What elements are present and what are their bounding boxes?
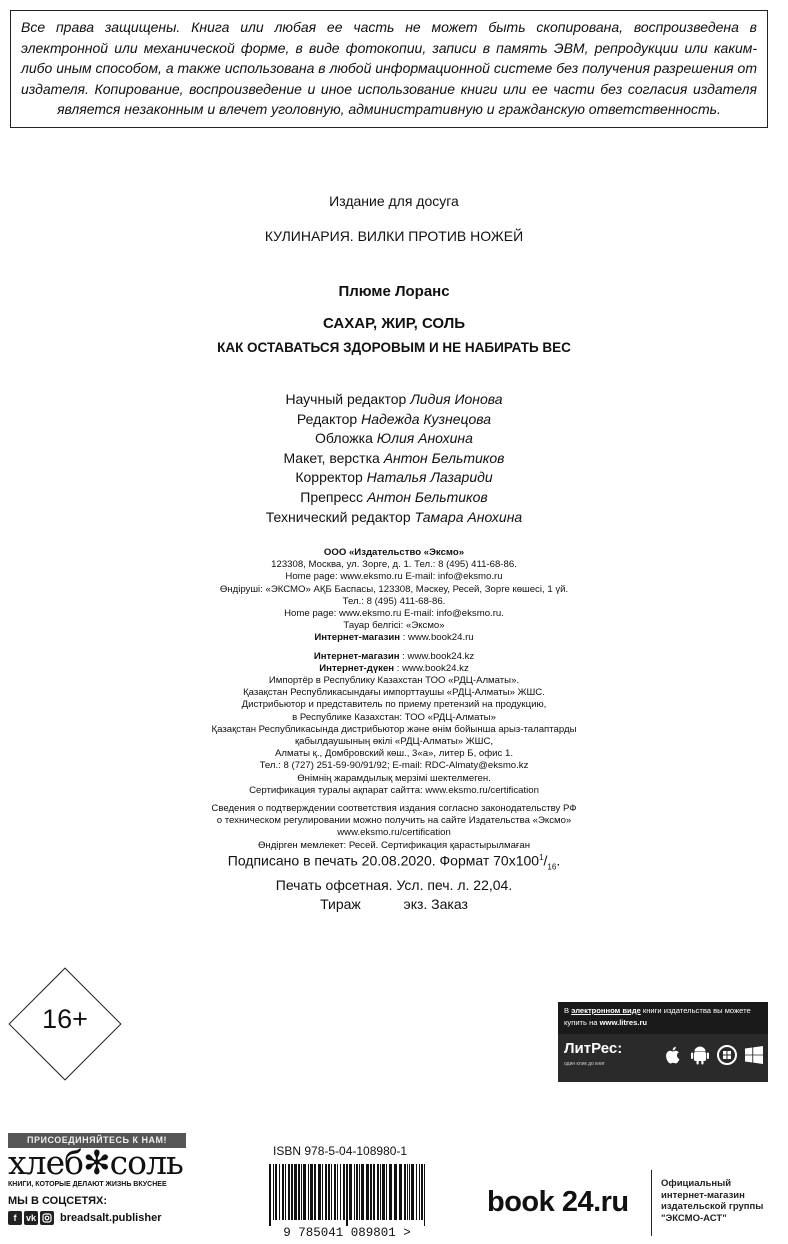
vk-icon[interactable]: vk [25,1213,36,1223]
credit-line [0,429,788,449]
credit-name: Антон Бельтиков [383,449,505,466]
credits-list [0,390,788,527]
edition-type: Издание для досуга [329,193,459,209]
credit-name: Тамара Анохина [414,508,523,525]
credit-line [0,410,788,430]
imprint-line: Өнімнің жарамдылық мерзімі шектелмеген. [297,772,491,784]
imprint-line: Home page: www.eksmo.ru E-mail: info@eksmo.ru. [284,608,504,620]
credit-role: Обложка [315,430,373,447]
imprint-line: Импортёр в Республику Казахстан ТОО «РДЦ-Алматы». [268,675,520,687]
credit-line [0,488,788,508]
print-info [0,848,788,914]
social-links [8,1211,161,1225]
instagram-icon[interactable] [40,1211,54,1225]
breadsalt-tagline: КНИГИ, КОТОРЫЕ ДЕЛАЮТ ЖИЗНЬ ВКУСНЕЕ [8,1181,167,1188]
publisher-name: ООО «Издательство «Эксмо» [323,547,465,558]
litres-promo: В электронном виде книги издательства вы можете купить на www.litres.ru [558,1002,768,1034]
imprint-line: Алматы қ., Домбровский көш., 3«а», литер Б, офис 1. [275,748,513,760]
credit-name: Лидия Ионова [410,391,503,407]
imprint-line: Сертификация туралы ақпарат сайтта: www.eksmo.ru/certification [249,784,539,796]
credit-name: Надежда Кузнецова [361,410,492,427]
imprint-line: Тел.: 8 (495) 411-68-86. [342,595,446,607]
credit-name: Наталья Лазариди [366,469,493,486]
credit-role: Технический редактор [265,508,411,525]
facebook-icon[interactable]: f [8,1211,22,1225]
imprint-line: Өндірген мемлекет: Ресей. Сертификация қарастырылмаған [257,839,531,851]
barcode-digits: 9 785041 089801 > [283,1226,411,1238]
credit-name: Юлия Анохина [376,430,473,447]
imprint-line: 123308, Москва, ул. Зорге, д. 1. Тел.: 8 (495) 411-68-86. [271,559,517,571]
credit-name: Антон Бельтиков [366,488,488,505]
imprint-line: о техническом регулировании можно получить на сайте Издательства «Эксмо» [216,815,572,827]
imprint-line: Home page: www.eksmo.ru E-mail: info@eksmo.ru [285,571,503,583]
shop-line: Интернет-магазин : www.book24.ru [314,632,474,644]
imprint-line: Қазақстан Республикасындағы импорттаушы «РДЦ-Алматы» ЖШС. [243,687,545,699]
imprint-line: Өндіруші: «ЭКСМО» АҚБ Баспасы, 123308, Мәскеу, Ресей, Зорге көшесі, 1 үй. [219,583,569,595]
credit-line [0,508,788,528]
android-icon [689,1044,711,1066]
imprint-block [0,547,788,852]
windows-phone-icon [716,1044,738,1066]
platform-icons [662,1044,765,1066]
print-run: Тираж экз. Заказ [320,896,468,913]
age-rating [8,967,122,1081]
shop-line: Интернет-магазин : www.book24.kz [313,650,475,662]
breadsalt-logo: хлеб✻соль [8,1143,183,1182]
imprint-line: Сведения о подтверждении соответствия издания согласно законодательству РФ [211,803,577,815]
imprint-line: Қазақстан Республикасында дистрибьютор және өнім бойынша арыз-талаптарды [211,723,577,735]
age-rating-label: 16+ [42,1004,88,1034]
windows-icon [743,1044,765,1066]
imprint-line: Тел.: 8 (727) 251-59-90/91/92; E-mail: RDC-Almaty@eksmo.kz [259,760,529,772]
credit-line [0,449,788,469]
apple-icon [662,1044,684,1066]
imprint-line: Дистрибьютор и представитель по приему претензий на продукцию, [241,699,547,711]
divider [651,1170,652,1236]
imprint-line: қабылдаушының өкілі «РДЦ-Алматы» ЖШС, [294,736,494,748]
book24-logo: book 24.ru [487,1186,629,1218]
book-subtitle: КАК ОСТАВАТЬСЯ ЗДОРОВЫМ И НЕ НАБИРАТЬ ВЕС [217,340,571,355]
social-title: МЫ В СОЦСЕТЯХ: [8,1195,108,1207]
book-title: САХАР, ЖИР, СОЛЬ [322,315,466,332]
credit-role: Макет, верстка [283,449,380,466]
author-name: Плюме Лоранс [338,283,450,300]
social-handle[interactable]: breadsalt.publisher [60,1212,162,1224]
credit-role: Научный редактор [285,391,407,407]
credit-role: Редактор [296,410,358,427]
copyright-text: Все права защищены. Книга или любая ее часть не может быть скопирована, воспроизведена в электронной или механической форме, в виде фотокопии, записи в память ЭВМ, репродукции или каким-либо иным способом, а также использована в любой информационной системе без получения разрешения от издателя. Копирование, воспроизведение и иное использование книги или ее части без согласия издателя является незаконным и влечет уголовную, административную и гражданскую ответственность. [21,19,757,117]
series-title: КУЛИНАРИЯ. ВИЛКИ ПРОТИВ НОЖЕЙ [264,228,524,244]
litres-logo: ЛитРес: [564,1040,623,1057]
imprint-line: Тауар белгісі: «Эксмо» [343,620,445,632]
imprint-line: www.eksmo.ru/certification [337,827,451,839]
print-type: Печать офсетная. Усл. печ. л. 22,04. [275,877,513,894]
litres-banner[interactable] [558,1002,768,1082]
credit-line [0,390,788,410]
litres-slogan: один клик до книг [564,1061,605,1067]
shop-line: Интернет-дүкен : www.book24.kz [319,662,469,674]
imprint-line: в Республике Казахстан: ТОО «РДЦ-Алматы» [292,711,496,723]
print-signed: Подписано в печать 20.08.2020. Формат $70x100^1/_{16}$. [227,852,561,872]
copyright-notice [10,10,768,128]
official-store-note: Официальный интернет-магазин издательской группы "ЭКСМО-АСТ" [661,1178,764,1224]
credit-role: Корректор [295,469,363,486]
isbn-text: ISBN 978-5-04-108980-1 [273,1144,408,1158]
barcode [259,1162,435,1238]
credit-role: Препресс [300,488,364,505]
join-us-label: ПРИСОЕДИНЯЙТЕСЬ К НАМ! [8,1133,186,1148]
credit-line [0,468,788,488]
